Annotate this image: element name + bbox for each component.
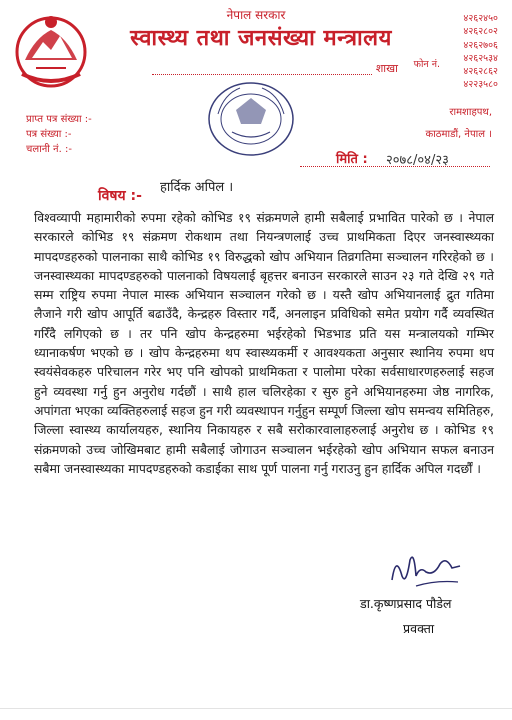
signatory-role: प्रवक्ता <box>403 621 435 636</box>
phone-list <box>463 12 498 92</box>
phone-number: ४२६२८६२ <box>463 66 498 78</box>
date-value: २०७८/०४/२३ <box>386 153 449 168</box>
page-bottom-edge <box>0 708 512 709</box>
subject-label: विषय :- <box>98 188 142 204</box>
reference-fields <box>26 112 92 157</box>
phone-number: ४२६२८०२ <box>463 26 498 38</box>
phone-number: ४२६२७०६ <box>463 39 498 51</box>
phone-label: फोन नं. <box>413 59 440 70</box>
address-city: काठमाडौं, नेपाल । <box>425 129 492 140</box>
date-label: मिति : <box>336 152 368 167</box>
dispatch-number-label: चलानी नं. :- <box>26 144 72 155</box>
branch-suffix: शाखा <box>375 62 398 75</box>
letter-number-label: पत्र संख्या :- <box>26 129 72 140</box>
address-area: रामशाहपथ, <box>449 107 492 118</box>
handwritten-signature <box>386 546 466 592</box>
branch-line <box>152 56 398 75</box>
phone-number: ४२६२४५० <box>463 13 498 24</box>
ministry-title: स्वास्थ्य तथा जनसंख्या मन्त्रालय <box>130 26 392 51</box>
ministry-seal-stamp <box>206 80 296 158</box>
phone-number: ४२६२५३४ <box>463 52 498 64</box>
office-address <box>425 102 492 146</box>
date-row <box>300 150 490 167</box>
government-title: नेपाल सरकार <box>226 8 286 22</box>
phone-number: ४२२३५८० <box>463 79 498 91</box>
appeal-title: हार्दिक अपिल । <box>160 180 234 195</box>
signatory-name: डा.कृष्णप्रसाद पौडेल <box>360 596 452 611</box>
letter-body: विश्वव्यापी महामारीको रुपमा रहेको कोभिड १९ संक्रमणले हामी सबैलाई प्रभावित पारेको छ । नेपाल सरकारले कोभिड १९ संक्रमण रोकथाम तथा नियन्त्रणलाई उच्च प्राथमिकता दिएर जनस्वास्थ्यका मापदण्डहरुको पालनाका साथै कोभिड १९ विरुद्धको खोप अभियान तिव्रगतिमा सञ्चालन गरिरहेको छ । जनस्वास्थ्यका मापदण्डहरुको पालनाको विषयलाई बृहत्तर बनाउन सरकारले साउन २३ गते देखि २९ गते सम्म राष्ट्रिय रुपमा नेपाल मास्क अभियान सञ्चालन गरेको छ । यस्तै खोप अभियानलाई द्रुत गतिमा लैजाने गरी खोप आपूर्ति बढाउँदै, केन्द्रहरु विस्तार गर्दै, अनलाइन प्रविधिको समेत प्रयोग गर्दै व्यवस्थित गरिँदै लगिएको छ । तर पनि खोप केन्द्रहरुमा भईरहेको भिडभाड प्रति यस मन्त्रालयको गम्भिर ध्यानाकर्षण भएको छ । खोप केन्द्रहरुमा थप स्वास्थ्यकर्मी र आवश्यकता अनुसार स्थानिय रुपमा थप स्वयंसेवकहरु परिचालन गरेर भए पनि खोपको प्राथमिकता र पालोमा परेका सर्वसाधारणहरुलाई सहज हुने व्यवस्था गर्नु हुन अनुरोध गर्दछौं । साथै हाल चलिरहेका र सुरु हुने अभियानहरुमा जेष्ठ नागरिक, अपांगता भएका व्यक्तिहरुलाई सहज हुन गरी व्यवस्थापन गर्नुहुन सम्पूर्ण जिल्ला खोप समन्वय समितिहरु, जिल्ला स्वास्थ्य कार्यालयहरु, स्थानिय निकायहरु र सबै सरोकारवालाहरुलाई अनुरोध छ । कोभिड १९ संक्रमणको उच्च जोखिमबाट हामी सबैलाई जोगाउन सञ्चालन भईरहेको खोप अभियान सफल बनाउन सबैमा जनस्वास्थ्यका मापदण्डहरुको कडाईका साथ पूर्ण पालना गर्नु गराउनु हुन हार्दिक अपिल गदर्छौं । <box>34 210 494 476</box>
received-number-label: प्राप्त पत्र संख्या :- <box>26 114 92 125</box>
